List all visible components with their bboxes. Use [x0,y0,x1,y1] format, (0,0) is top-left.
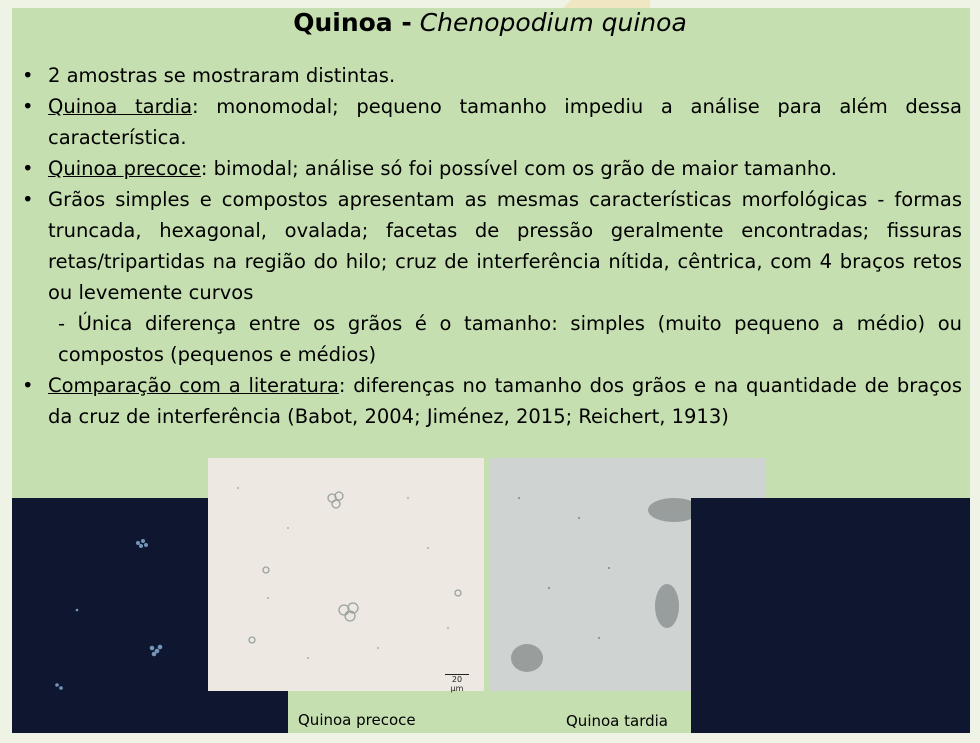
scale-bar: 20 µm [445,674,469,693]
bullet-text: Grãos simples e compostos apresentam as mesmas características morfológicas - formas truncada, hexagonal, ovalada; facetas de pressão geralmente encontradas; fissuras retas/tripartidas na região do hilo; cruz de interferência nítida, cêntrica, com 4 braços retos ou levemente curvos [48,188,962,304]
bullet-icon: • [22,95,34,118]
title-bold: Quinoa - [293,8,412,37]
bullet-icon: • [22,374,34,397]
bullet-text: : bimodal; análise só foi possível com os grão de maior tamanho. [200,157,837,180]
bullet-label: Quinoa precoce [48,157,201,180]
list-item [18,153,962,184]
list-item [18,60,962,91]
bullet-icon: • [22,157,34,180]
list-item [18,370,962,432]
list-item [18,184,962,308]
bullet-text: 2 amostras se mostraram distintas. [48,64,396,87]
caption-quinoa-tardia: Quinoa tardia [566,712,668,730]
bullet-label: Comparação com a literatura [48,374,339,397]
bullet-icon: • [22,64,34,87]
brightfield-micrograph-precoce [208,458,484,691]
slide-title [0,8,980,37]
bullet-text: : monomodal; pequeno tamanho impediu a análise para além dessa característica. [48,95,963,149]
starch-grains-brightfield [208,458,484,691]
title-italic: Chenopodium quinoa [419,8,687,37]
bullet-label: Quinoa tardia [48,95,193,118]
bullet-text: : diferenças no tamanho dos grãos e na quantidade de braços da cruz de interferência (Babot, 2004; Jiménez, 2015; Reichert, 1913) [48,374,963,428]
bullet-text: - Única diferença entre os grãos é o tamanho: simples (muito pequeno a médio) ou compostos (pequenos e médios) [58,312,962,366]
list-item-sub [18,308,962,370]
bullet-list [18,60,962,432]
polarized-micrograph-tardia [691,498,970,733]
list-item [18,91,962,153]
caption-quinoa-precoce: Quinoa precoce [298,711,416,729]
bullet-icon: • [22,188,34,211]
